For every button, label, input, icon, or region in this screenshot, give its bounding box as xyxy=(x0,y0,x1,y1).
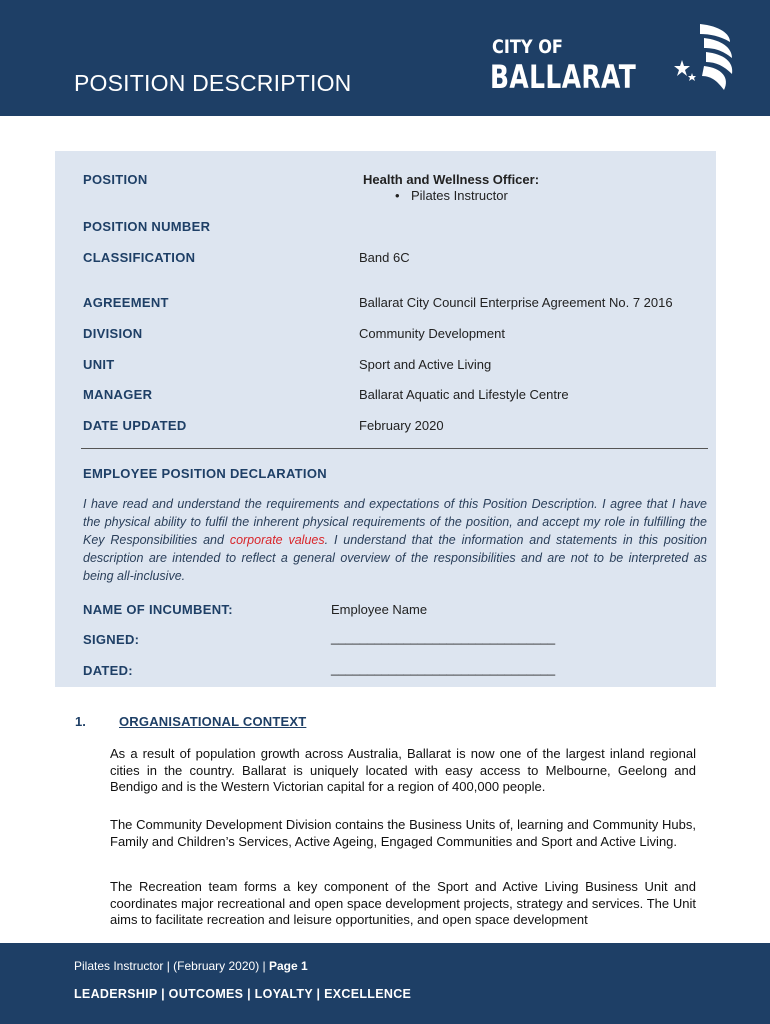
agreement-label: AGREEMENT xyxy=(83,295,169,310)
section-title: ORGANISATIONAL CONTEXT xyxy=(119,714,307,729)
dated-field[interactable]: _______________________________ xyxy=(331,661,556,676)
signed-field[interactable]: _______________________________ xyxy=(331,630,556,645)
footer-page-number: Page 1 xyxy=(268,959,308,973)
footer-document-info: Pilates Instructor | (February 2020) | xyxy=(74,959,269,973)
page-title: POSITION DESCRIPTION xyxy=(74,70,352,96)
division-label: DIVISION xyxy=(83,326,143,341)
dated-label: DATED: xyxy=(83,663,133,678)
divider xyxy=(81,448,708,449)
page-footer xyxy=(0,943,770,1024)
logo-city-of: CITY OF xyxy=(492,36,563,58)
incumbent-name-label: NAME OF INCUMBENT: xyxy=(83,602,233,617)
footer-page-info xyxy=(74,959,308,973)
position-number-label: POSITION NUMBER xyxy=(83,219,211,234)
position-label: POSITION xyxy=(83,172,148,187)
logo-ballarat: BALLARAT xyxy=(490,58,637,96)
declaration-title: EMPLOYEE POSITION DECLARATION xyxy=(83,466,327,481)
date-updated-label: DATE UPDATED xyxy=(83,418,187,433)
section-number: 1. xyxy=(75,714,86,729)
position-value: Health and Wellness Officer: xyxy=(363,172,540,187)
position-details-panel xyxy=(55,151,716,687)
classification-value: Band 6C xyxy=(359,250,410,265)
date-updated-value: February 2020 xyxy=(359,418,444,433)
footer-motto: LEADERSHIP | OUTCOMES | LOYALTY | EXCELLENCE xyxy=(74,987,412,1001)
classification-label: CLASSIFICATION xyxy=(83,250,196,265)
declaration-text-end: . I understand that the information and statements in this position description are intended to reflect a general overview of the responsibilities and are not to be interpreted as being all-inclusive. xyxy=(83,533,707,583)
page-header xyxy=(0,0,770,116)
city-of-ballarat-logo xyxy=(490,20,740,100)
section-paragraph-2: The Community Development Division contains the Business Units of, learning and Community Hubs, Family and Children’s Services, Active Ageing, Engaged Communities and Sport and Active Living. xyxy=(110,817,696,849)
corporate-values-link[interactable]: corporate values xyxy=(229,533,325,547)
section-paragraph-3: The Recreation team forms a key component of the Sport and Active Living Business Unit and coordinates major recreational and open space development projects, strategy and services. The Unit aims to facilitate recreation and leisure opportunities, and open space development xyxy=(110,879,696,927)
signed-label: SIGNED: xyxy=(83,632,140,647)
position-bullet xyxy=(395,188,508,203)
logo-swirl-icon xyxy=(660,20,740,100)
position-bullet-text: Pilates Instructor xyxy=(411,188,508,203)
unit-value: Sport and Active Living xyxy=(359,357,492,372)
incumbent-name-field[interactable]: Employee Name xyxy=(331,602,428,617)
manager-value: Ballarat Aquatic and Lifestyle Centre xyxy=(359,387,569,402)
division-value: Community Development xyxy=(359,326,505,341)
declaration-text-start: I have read and understand the requirements and expectations of this Position Description. I agree that I have the physical ability to fulfil the inherent physical requirements of the position, and accept my role in fulfilling the Key Responsibilities and xyxy=(83,497,707,547)
declaration-text xyxy=(83,495,707,585)
agreement-value: Ballarat City Council Enterprise Agreement No. 7 2016 xyxy=(359,295,673,310)
manager-label: MANAGER xyxy=(83,387,153,402)
unit-label: UNIT xyxy=(83,357,115,372)
section-paragraph-1: As a result of population growth across Australia, Ballarat is now one of the largest inland regional cities in the country. Ballarat is uniquely located with easy access to Melbourne, Geelong and Bendigo and is the Western Victorian capital for a region of 400,000 people. xyxy=(110,746,696,794)
bullet-icon: • xyxy=(395,188,400,203)
